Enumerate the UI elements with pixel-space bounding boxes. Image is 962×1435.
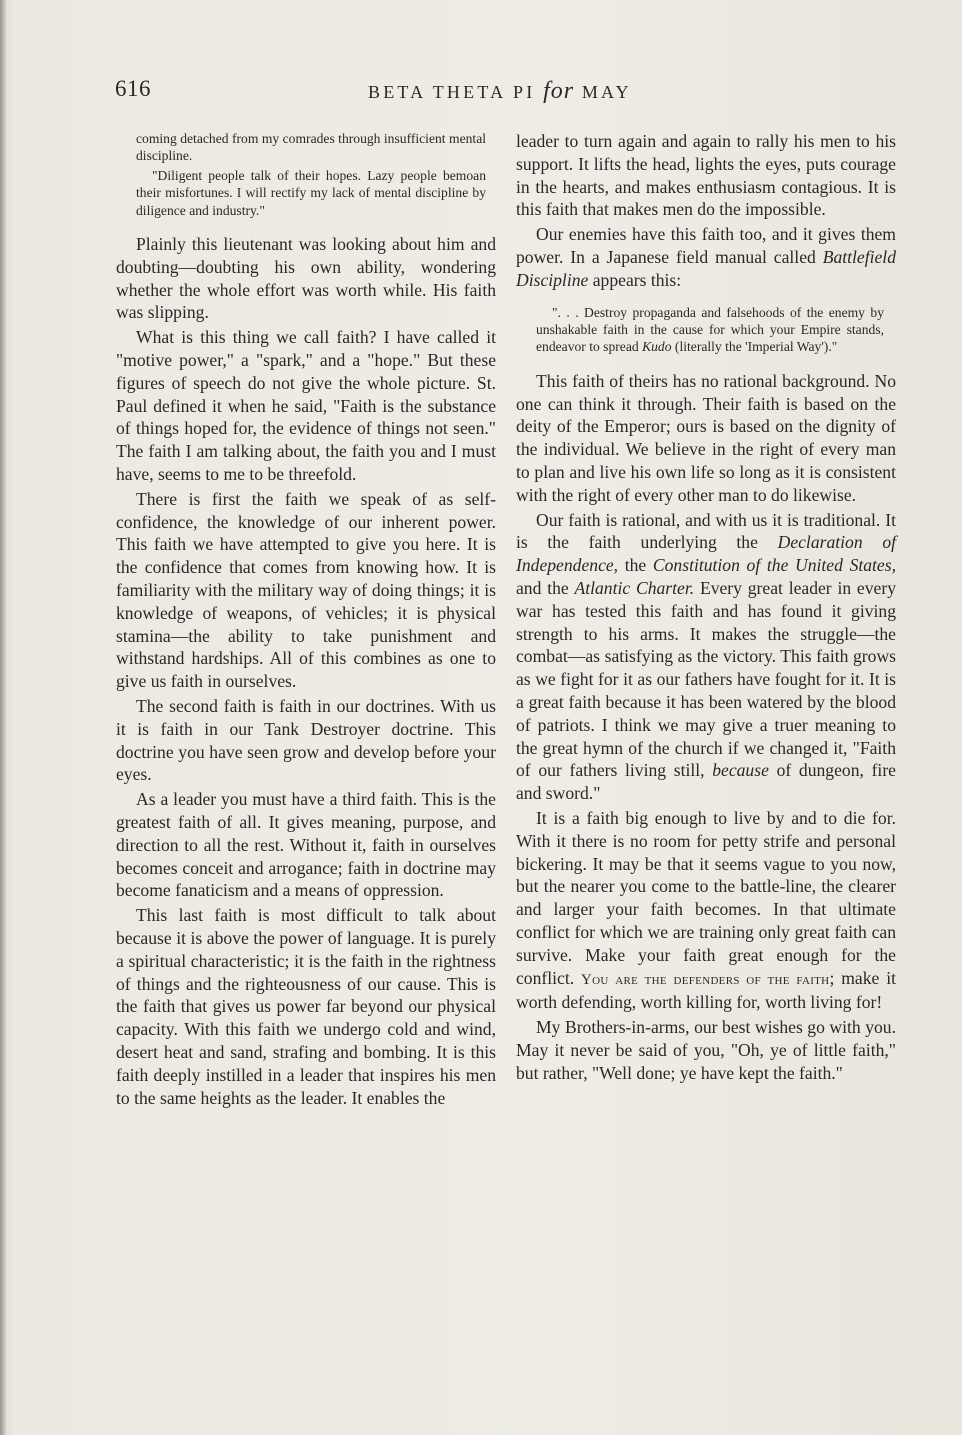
document-title: Atlantic Charter. [574,577,695,598]
right-column [516,130,896,1085]
running-header [115,76,895,108]
document-title: Declaration of Independence, [516,532,896,576]
text-run: Our enemies have this faith too, and it gives them power. In a Japanese field manual called [516,224,896,267]
body-paragraph: This faith of theirs has no rational background. No one can think it through. Their faith is based on the deity of the Emperor; ours is based on the dignity of the individual. We believe in the right of every man to plan and live his own life so long as it is consistent with the right of every other man to do likewise. [516,370,896,505]
body-paragraph [516,509,896,805]
quote-paragraph: "Diligent people talk of their hopes. Lazy people bemoan their misfortunes. I will rectify my lack of mental discipline by diligence and industry." [136,167,486,218]
title-part-1: BETA THETA PI [368,82,536,102]
block-quote-japanese-manual [536,304,884,356]
title-italic: for [543,78,575,104]
block-quote-lieutenant [136,130,486,219]
text-run: It is a faith big enough to live by and to die for. With it there is no room for petty strife and personal bickering. It may be that it seems vague to you now, but the nearer you come to the battle-line, the clearer and larger your faith becomes. In that ultimate conflict for which we are training only great faith can survive. Make your faith great enough for the conflict. [516,807,896,988]
title-part-2: MAY [581,82,632,102]
text-run: Every great leader in every war has tested this faith and has found it giving strength to his arms. It makes the struggle—the combat—as satisfying as the victory. This faith grows as we fight for it as our fathers have fought for it. It is a great faith because it has been watered by the blood of patriots. I think we may give a truer meaning to the great hymn of the church if we changed it, "Faith of our fathers living still, [516,577,896,781]
text-run: ". . . Destroy propaganda and falsehoods of the enemy by unshakable faith in the cause for which your Empire stands, endeavor to spread [536,304,884,355]
body-paragraph: The second faith is faith in our doctrines. With us it is faith in our Tank Destroyer doctrine. This doctrine you have seen grow and develop before your eyes. [116,695,496,785]
body-paragraph: As a leader you must have a third faith. This is the greatest faith of all. It gives meaning, purpose, and direction to all the rest. Without it, faith in ourselves becomes conceit and arrogance; faith in doctrine may become fanaticism and a means of oppression. [116,789,496,901]
quote-paragraph [536,304,884,356]
quote-paragraph: coming detached from my comrades through insufficient mental discipline. [136,131,486,164]
text-run: appears this: [588,269,682,290]
emphasis: because [712,760,769,781]
text-run: of dungeon, fire and sword." [516,760,896,804]
text-run: ; make it worth defending, worth killing for, worth living for! [516,967,896,1013]
body-paragraph: leader to turn again and again to rally his men to his support. It lifts the head, lights the eyes, puts courage in the hearts, and makes enthusiasm contagious. It is this faith that makes men do the impossible. [516,131,896,220]
text-run: and the [516,577,575,598]
text-run: Our faith is rational, and with us it is traditional. It is the faith underlying the [516,509,896,553]
manual-title: Battlefield Discipline [516,246,896,290]
page-number: 616 [115,76,151,101]
kudo-term: Kudo [642,339,672,355]
running-title [368,78,632,105]
body-paragraph [516,807,896,1014]
text-run: the [618,555,653,576]
body-paragraph [516,223,896,291]
document-title: Constitution of the United States, [652,555,896,576]
body-paragraph: There is first the faith we speak of as self-confidence, the knowledge of our inherent power. This faith we have attempted to give you here. It is the confidence that comes from knowing how. It is familiarity with the military way of doing things; it is knowledge of weapons, of vehicles; it is physical stamina—the ability to take punishment and withstand hardships. All of this combines as one to give us faith in ourselves. [116,488,496,692]
text-run: (literally the 'Imperial Way')." [671,339,838,355]
page-edge-shadow [0,0,6,1435]
body-paragraph: What is this thing we call faith? I have called it "motive power," a "spark," and a "hope." But these figures of speech do not give the whole picture. St. Paul defined it when he said, "Faith is the substance of things hoped for, the evidence of things not seen." The faith I am talking about, the faith you and I must have, seems to me to be threefold. [116,327,496,484]
left-column [116,130,496,1109]
body-paragraph: Plainly this lieutenant was looking about him and doubting—doubting his own ability, wondering whether the whole effort was worth while. His faith was slipping. [116,234,496,323]
small-caps-phrase: You are the defenders of the faith [581,971,830,988]
body-paragraph: My Brothers-in-arms, our best wishes go with you. May it never be said of you, "Oh, ye of little faith," but rather, "Well done; ye have kept the faith." [516,1017,896,1083]
body-paragraph: This last faith is most difficult to talk about because it is above the power of language. It is purely a spiritual characteristic; it is the faith in the rightness of things and the righteousness of our cause. This is the faith that gives us power far beyond our physical capacity. With this faith we undergo cold and wind, desert heat and sand, strafing and bombing. It is this faith deeply instilled in a leader that inspires his men to the same heights as the leader. It enables the [116,905,496,1108]
